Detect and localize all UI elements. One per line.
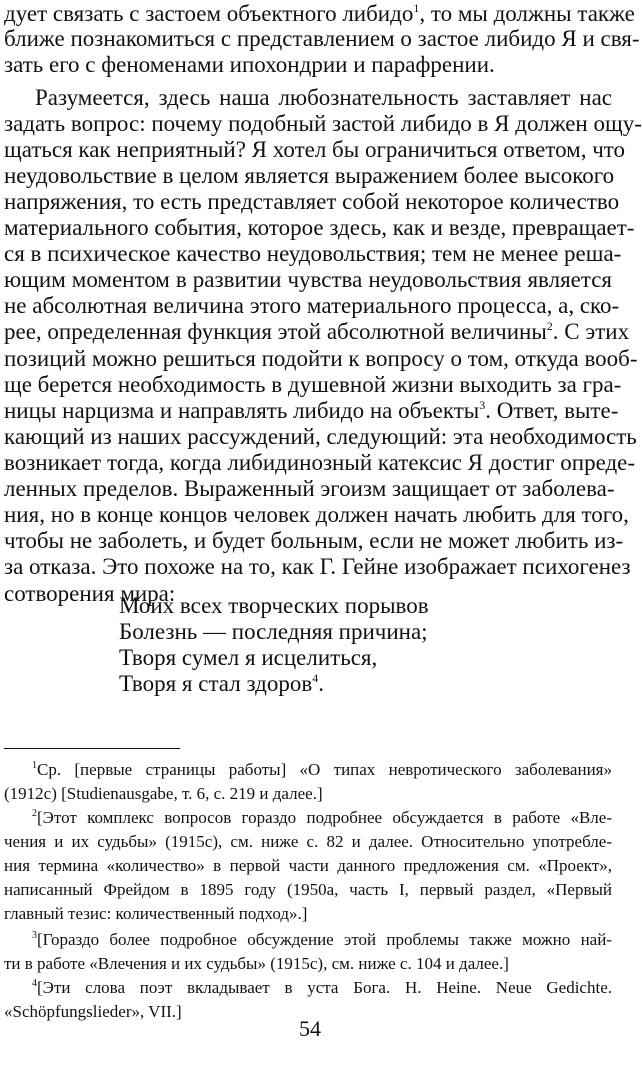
- body-line: [4, 553, 631, 581]
- text-segment: ся в психическое качество неудовольствия; тем не менее реша-: [4, 241, 622, 266]
- body-line: [4, 475, 615, 503]
- text-segment: задать вопрос: почему подобный застой либидо в Я должен ощу-: [4, 111, 642, 136]
- text-segment: дует связать с застоем объектного либидо: [4, 1, 414, 26]
- footnote-separator: [4, 748, 180, 749]
- text-segment: Моих всех творческих порывов: [119, 593, 429, 618]
- text-segment: Болезнь — последняя причина;: [119, 619, 428, 644]
- text-segment: (1912c) [Studienausgabe, т. 6, с. 219 и далее.]: [4, 784, 323, 803]
- text-segment: чения и их судьбы» (1915c), см. ниже с. 82 и далее. Относительно употребле-: [4, 832, 612, 851]
- body-line: [4, 292, 620, 320]
- body-line: [4, 110, 642, 138]
- text-segment: . Ответ, выте-: [485, 398, 619, 423]
- text-segment: Творя сумел я исцелиться,: [119, 645, 378, 670]
- text-segment: ния, но в конце концов человек должен начать любить для того,: [4, 502, 629, 527]
- verse-line: [119, 592, 429, 620]
- body-line: [4, 318, 630, 346]
- text-segment: за отказа. Это похоже на то, как Г. Гейне изображает психогенез: [4, 554, 631, 579]
- body-line: [4, 240, 622, 268]
- body-line: [4, 136, 626, 164]
- text-segment: . С этих: [552, 319, 630, 344]
- body-line: [4, 266, 612, 294]
- footnote-marker: 4: [32, 978, 37, 989]
- footnote-line: [32, 758, 612, 782]
- body-line: [4, 0, 635, 28]
- text-segment: Разумеется, здесь наша любознательность заставляет нас: [35, 85, 612, 110]
- text-segment: позиций можно решиться подойти к вопросу о том, откуда вооб-: [4, 346, 638, 371]
- text-segment: кающий из наших рассуждений, следующий: эта необходимость: [4, 424, 637, 449]
- text-segment: ти в работе «Влечения и их судьбы» (1915c), см. ниже с. 104 и далее.]: [4, 954, 509, 973]
- text-segment: .: [318, 671, 324, 696]
- text-segment: , то мы должны также: [419, 1, 635, 26]
- text-segment: [Эти слова поэт вкладывает в уста Бога. H. Heine. Neue Gedichte.: [37, 978, 612, 997]
- body-line: [4, 162, 615, 190]
- body-line: [4, 214, 635, 242]
- body-line: [4, 501, 629, 529]
- footnote-line: [32, 806, 612, 830]
- text-segment: возникает тогда, когда либидинозный катексис Я достиг опреде-: [4, 450, 636, 475]
- text-segment: рее, определенная функция этой абсолютной величины: [4, 319, 547, 344]
- footnote-line: [4, 878, 612, 902]
- text-segment: ленных пределов. Выраженный эгоизм защищает от заболева-: [4, 476, 615, 501]
- text-segment: ближе познакомиться с представлением о застое либидо Я и свя-: [4, 26, 640, 51]
- text-segment: написанный Фрейдом в 1895 году (1950a, часть I, первый раздел, «Первый: [4, 880, 612, 899]
- text-segment: зать его с феноменами ипохондрии и парафрении.: [4, 52, 495, 77]
- text-segment: щаться как неприятный? Я хотел бы ограничиться ответом, что: [4, 137, 626, 162]
- footnote-marker: 3: [479, 398, 486, 412]
- footnote-line: [4, 902, 612, 926]
- text-segment: ющим моментом в развитии чувства неудовольствия является: [4, 267, 612, 292]
- footnote-marker: 1: [32, 760, 37, 771]
- body-line: [4, 188, 620, 216]
- footnote-marker: 1: [413, 1, 420, 15]
- text-segment: не абсолютная величина этого материального процесса, а, ско-: [4, 293, 620, 318]
- footnote-line: [4, 952, 612, 976]
- text-segment: Ср. [первые страницы работы] «О типах невротического заболевания»: [37, 760, 612, 779]
- footnote-marker: 2: [32, 808, 37, 819]
- text-segment: [Гораздо более подробное обсуждение этой проблемы также можно най-: [37, 930, 612, 949]
- body-line: [4, 449, 636, 477]
- body-line: [35, 84, 612, 112]
- text-segment: ния термина «количество» в первой части данного предложения см. «Проект»,: [4, 856, 612, 875]
- footnote-line: [32, 928, 612, 952]
- body-line: [4, 397, 619, 425]
- text-segment: ще берется необходимость в душевной жизни выходить за гра-: [4, 372, 622, 397]
- page-number: 54: [299, 1016, 321, 1041]
- footnote-line: [4, 782, 612, 806]
- text-segment: неудовольствие в целом является выражением более высокого: [4, 163, 615, 188]
- body-line: [4, 527, 624, 555]
- text-segment: сотворения мира:: [4, 581, 176, 606]
- verse-line: [119, 670, 324, 698]
- footnote-line: [32, 976, 612, 1000]
- body-line: [4, 345, 638, 373]
- footnote-marker: 4: [312, 671, 319, 685]
- text-segment: «Schöpfungslieder», VII.]: [4, 1002, 182, 1021]
- verse-line: [119, 618, 428, 646]
- text-segment: [Этот комплекс вопросов гораздо подробнее обсуждается в работе «Вле-: [37, 808, 612, 827]
- body-line: [4, 423, 637, 451]
- text-segment: ницы нарцизма и направлять либидо на объекты: [4, 398, 480, 423]
- footnote-line: [4, 830, 612, 854]
- footnote-line: [4, 854, 612, 878]
- text-segment: чтобы не заболеть, и будет больным, если не может любить из-: [4, 528, 624, 553]
- body-line: [4, 51, 612, 79]
- footnote-marker: 3: [32, 930, 37, 941]
- text-segment: материального события, которое здесь, как и везде, превращает-: [4, 215, 635, 240]
- body-line: [4, 371, 622, 399]
- body-line: [4, 25, 640, 53]
- text-segment: главный тезис: количественный подход».]: [4, 904, 308, 923]
- text-segment: Творя я стал здоров: [119, 671, 313, 696]
- text-segment: напряжения, то есть представляет собой некоторое количество: [4, 189, 620, 214]
- footnote-marker: 2: [546, 319, 553, 333]
- verse-line: [119, 644, 377, 672]
